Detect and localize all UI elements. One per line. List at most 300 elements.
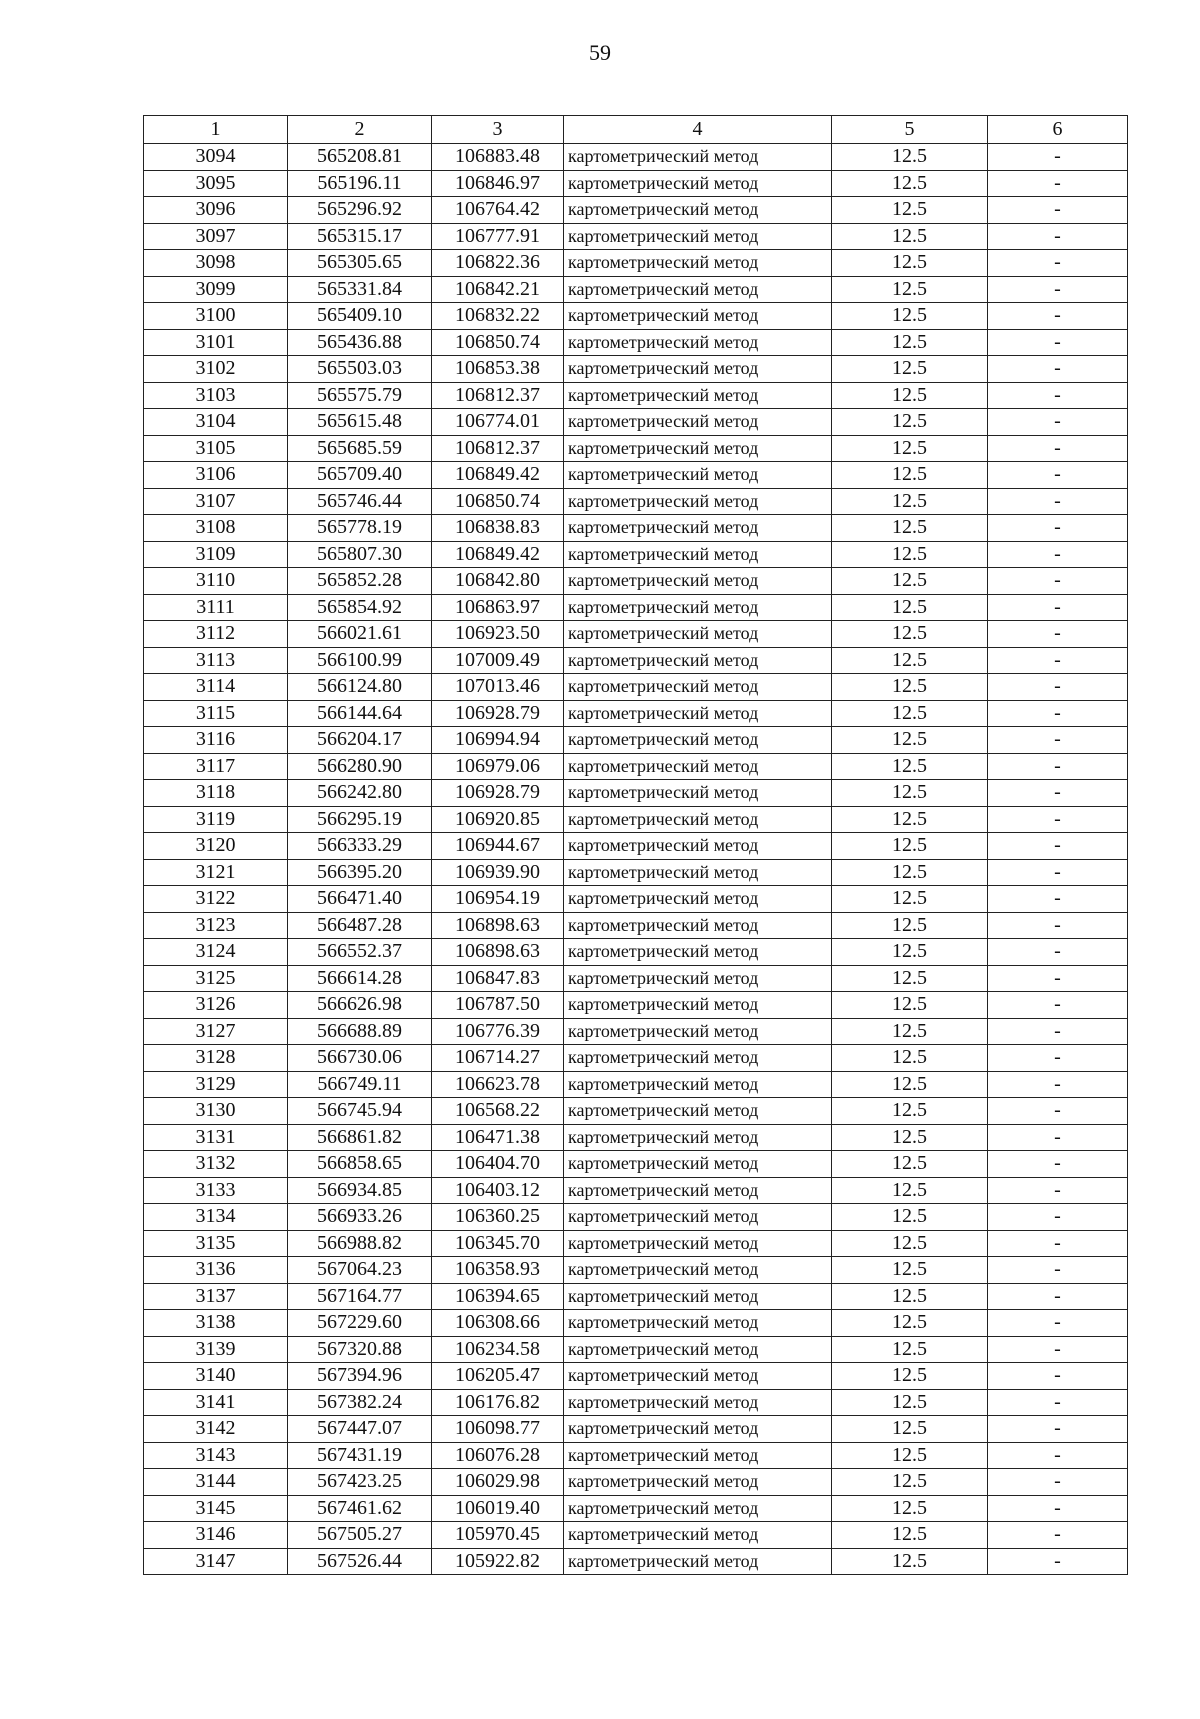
accuracy-cell: 12.5: [832, 223, 988, 250]
x-coordinate-cell: 567447.07: [288, 1416, 432, 1443]
table-row: [144, 1151, 1128, 1178]
x-coordinate-cell: 566471.40: [288, 886, 432, 913]
y-coordinate-cell: 106832.22: [432, 303, 564, 330]
x-coordinate-cell: 565746.44: [288, 488, 432, 515]
x-coordinate-cell: 566626.98: [288, 992, 432, 1019]
x-coordinate-cell: 565315.17: [288, 223, 432, 250]
note-cell: -: [988, 833, 1128, 860]
point-number-cell: 3135: [144, 1230, 288, 1257]
table-row: [144, 859, 1128, 886]
table-row: [144, 992, 1128, 1019]
table-row: [144, 144, 1128, 171]
point-number-cell: 3129: [144, 1071, 288, 1098]
column-header: 4: [564, 116, 832, 144]
x-coordinate-cell: 565854.92: [288, 594, 432, 621]
x-coordinate-cell: 565296.92: [288, 197, 432, 224]
y-coordinate-cell: 106714.27: [432, 1045, 564, 1072]
method-cell: картометрический метод: [564, 1310, 832, 1337]
accuracy-cell: 12.5: [832, 753, 988, 780]
accuracy-cell: 12.5: [832, 435, 988, 462]
accuracy-cell: 12.5: [832, 833, 988, 860]
table-row: [144, 1442, 1128, 1469]
point-number-cell: 3112: [144, 621, 288, 648]
x-coordinate-cell: 567394.96: [288, 1363, 432, 1390]
table-row: [144, 1204, 1128, 1231]
point-number-cell: 3106: [144, 462, 288, 489]
note-cell: -: [988, 1151, 1128, 1178]
y-coordinate-cell: 106774.01: [432, 409, 564, 436]
y-coordinate-cell: 106849.42: [432, 541, 564, 568]
x-coordinate-cell: 567320.88: [288, 1336, 432, 1363]
method-cell: картометрический метод: [564, 647, 832, 674]
x-coordinate-cell: 567505.27: [288, 1522, 432, 1549]
accuracy-cell: 12.5: [832, 250, 988, 277]
note-cell: -: [988, 647, 1128, 674]
method-cell: картометрический метод: [564, 1045, 832, 1072]
method-cell: картометрический метод: [564, 939, 832, 966]
y-coordinate-cell: 106923.50: [432, 621, 564, 648]
accuracy-cell: 12.5: [832, 621, 988, 648]
y-coordinate-cell: 106764.42: [432, 197, 564, 224]
note-cell: -: [988, 1336, 1128, 1363]
note-cell: -: [988, 1389, 1128, 1416]
table-row: [144, 462, 1128, 489]
x-coordinate-cell: 567526.44: [288, 1548, 432, 1575]
y-coordinate-cell: 106568.22: [432, 1098, 564, 1125]
accuracy-cell: 12.5: [832, 1548, 988, 1575]
accuracy-cell: 12.5: [832, 912, 988, 939]
accuracy-cell: 12.5: [832, 170, 988, 197]
y-coordinate-cell: 106358.93: [432, 1257, 564, 1284]
table-row: [144, 1310, 1128, 1337]
note-cell: -: [988, 1522, 1128, 1549]
y-coordinate-cell: 106623.78: [432, 1071, 564, 1098]
table-row: [144, 515, 1128, 542]
accuracy-cell: 12.5: [832, 806, 988, 833]
method-cell: картометрический метод: [564, 435, 832, 462]
method-cell: картометрический метод: [564, 541, 832, 568]
point-number-cell: 3145: [144, 1495, 288, 1522]
note-cell: -: [988, 1177, 1128, 1204]
table-header-row: [144, 116, 1128, 144]
point-number-cell: 3128: [144, 1045, 288, 1072]
point-number-cell: 3095: [144, 170, 288, 197]
column-header: 2: [288, 116, 432, 144]
table-row: [144, 806, 1128, 833]
note-cell: -: [988, 303, 1128, 330]
x-coordinate-cell: 566745.94: [288, 1098, 432, 1125]
note-cell: -: [988, 594, 1128, 621]
y-coordinate-cell: 105970.45: [432, 1522, 564, 1549]
accuracy-cell: 12.5: [832, 276, 988, 303]
accuracy-cell: 12.5: [832, 1336, 988, 1363]
method-cell: картометрический метод: [564, 621, 832, 648]
point-number-cell: 3099: [144, 276, 288, 303]
x-coordinate-cell: 566333.29: [288, 833, 432, 860]
method-cell: картометрический метод: [564, 912, 832, 939]
note-cell: -: [988, 939, 1128, 966]
accuracy-cell: 12.5: [832, 992, 988, 1019]
table-row: [144, 541, 1128, 568]
accuracy-cell: 12.5: [832, 1071, 988, 1098]
method-cell: картометрический метод: [564, 1230, 832, 1257]
point-number-cell: 3125: [144, 965, 288, 992]
x-coordinate-cell: 566295.19: [288, 806, 432, 833]
accuracy-cell: 12.5: [832, 488, 988, 515]
y-coordinate-cell: 106777.91: [432, 223, 564, 250]
method-cell: картометрический метод: [564, 886, 832, 913]
y-coordinate-cell: 106308.66: [432, 1310, 564, 1337]
method-cell: картометрический метод: [564, 488, 832, 515]
note-cell: -: [988, 1548, 1128, 1575]
y-coordinate-cell: 106842.80: [432, 568, 564, 595]
accuracy-cell: 12.5: [832, 1389, 988, 1416]
method-cell: картометрический метод: [564, 674, 832, 701]
accuracy-cell: 12.5: [832, 1495, 988, 1522]
x-coordinate-cell: 566021.61: [288, 621, 432, 648]
note-cell: -: [988, 621, 1128, 648]
table-row: [144, 382, 1128, 409]
accuracy-cell: 12.5: [832, 409, 988, 436]
point-number-cell: 3104: [144, 409, 288, 436]
point-number-cell: 3103: [144, 382, 288, 409]
note-cell: -: [988, 1124, 1128, 1151]
point-number-cell: 3133: [144, 1177, 288, 1204]
method-cell: картометрический метод: [564, 833, 832, 860]
point-number-cell: 3123: [144, 912, 288, 939]
method-cell: картометрический метод: [564, 992, 832, 1019]
table-row: [144, 1071, 1128, 1098]
table-row: [144, 1389, 1128, 1416]
table-row: [144, 674, 1128, 701]
method-cell: картометрический метод: [564, 250, 832, 277]
x-coordinate-cell: 566204.17: [288, 727, 432, 754]
accuracy-cell: 12.5: [832, 1230, 988, 1257]
y-coordinate-cell: 106787.50: [432, 992, 564, 1019]
page-number: 59: [589, 40, 611, 65]
note-cell: -: [988, 1204, 1128, 1231]
accuracy-cell: 12.5: [832, 382, 988, 409]
point-number-cell: 3126: [144, 992, 288, 1019]
point-number-cell: 3102: [144, 356, 288, 383]
accuracy-cell: 12.5: [832, 1522, 988, 1549]
accuracy-cell: 12.5: [832, 1283, 988, 1310]
method-cell: картометрический метод: [564, 170, 832, 197]
x-coordinate-cell: 566144.64: [288, 700, 432, 727]
method-cell: картометрический метод: [564, 1389, 832, 1416]
y-coordinate-cell: 106850.74: [432, 329, 564, 356]
point-number-cell: 3110: [144, 568, 288, 595]
accuracy-cell: 12.5: [832, 541, 988, 568]
table-row: [144, 250, 1128, 277]
table-row: [144, 700, 1128, 727]
table-row: [144, 1098, 1128, 1125]
y-coordinate-cell: 106403.12: [432, 1177, 564, 1204]
accuracy-cell: 12.5: [832, 1442, 988, 1469]
x-coordinate-cell: 566124.80: [288, 674, 432, 701]
accuracy-cell: 12.5: [832, 1124, 988, 1151]
note-cell: -: [988, 1495, 1128, 1522]
y-coordinate-cell: 107013.46: [432, 674, 564, 701]
x-coordinate-cell: 565615.48: [288, 409, 432, 436]
point-number-cell: 3124: [144, 939, 288, 966]
x-coordinate-cell: 566688.89: [288, 1018, 432, 1045]
note-cell: -: [988, 1098, 1128, 1125]
note-cell: -: [988, 674, 1128, 701]
x-coordinate-cell: 566933.26: [288, 1204, 432, 1231]
accuracy-cell: 12.5: [832, 965, 988, 992]
x-coordinate-cell: 567461.62: [288, 1495, 432, 1522]
table-row: [144, 409, 1128, 436]
method-cell: картометрический метод: [564, 276, 832, 303]
method-cell: картометрический метод: [564, 409, 832, 436]
y-coordinate-cell: 106822.36: [432, 250, 564, 277]
coordinates-table: [143, 115, 1128, 1575]
point-number-cell: 3143: [144, 1442, 288, 1469]
point-number-cell: 3144: [144, 1469, 288, 1496]
column-header: 1: [144, 116, 288, 144]
table-row: [144, 276, 1128, 303]
table-body: [144, 144, 1128, 1575]
column-header: 5: [832, 116, 988, 144]
table-row: [144, 1257, 1128, 1284]
note-cell: -: [988, 753, 1128, 780]
note-cell: -: [988, 1045, 1128, 1072]
table-row: [144, 965, 1128, 992]
x-coordinate-cell: 566730.06: [288, 1045, 432, 1072]
x-coordinate-cell: 566988.82: [288, 1230, 432, 1257]
accuracy-cell: 12.5: [832, 939, 988, 966]
method-cell: картометрический метод: [564, 700, 832, 727]
accuracy-cell: 12.5: [832, 462, 988, 489]
note-cell: -: [988, 1283, 1128, 1310]
y-coordinate-cell: 106846.97: [432, 170, 564, 197]
table-row: [144, 1495, 1128, 1522]
y-coordinate-cell: 106471.38: [432, 1124, 564, 1151]
point-number-cell: 3141: [144, 1389, 288, 1416]
method-cell: картометрический метод: [564, 1442, 832, 1469]
accuracy-cell: 12.5: [832, 515, 988, 542]
table-row: [144, 780, 1128, 807]
table-row: [144, 1548, 1128, 1575]
method-cell: картометрический метод: [564, 806, 832, 833]
table-row: [144, 939, 1128, 966]
note-cell: -: [988, 197, 1128, 224]
table-row: [144, 1363, 1128, 1390]
table-row: [144, 1124, 1128, 1151]
x-coordinate-cell: 567382.24: [288, 1389, 432, 1416]
point-number-cell: 3138: [144, 1310, 288, 1337]
table-row: [144, 303, 1128, 330]
accuracy-cell: 12.5: [832, 1151, 988, 1178]
y-coordinate-cell: 106979.06: [432, 753, 564, 780]
method-cell: картометрический метод: [564, 462, 832, 489]
note-cell: -: [988, 727, 1128, 754]
method-cell: картометрический метод: [564, 303, 832, 330]
point-number-cell: 3116: [144, 727, 288, 754]
method-cell: картометрический метод: [564, 1204, 832, 1231]
table-row: [144, 223, 1128, 250]
note-cell: -: [988, 1310, 1128, 1337]
y-coordinate-cell: 106842.21: [432, 276, 564, 303]
note-cell: -: [988, 806, 1128, 833]
x-coordinate-cell: 567164.77: [288, 1283, 432, 1310]
method-cell: картометрический метод: [564, 223, 832, 250]
y-coordinate-cell: 106098.77: [432, 1416, 564, 1443]
note-cell: -: [988, 250, 1128, 277]
point-number-cell: 3119: [144, 806, 288, 833]
point-number-cell: 3094: [144, 144, 288, 171]
y-coordinate-cell: 106939.90: [432, 859, 564, 886]
table-row: [144, 1416, 1128, 1443]
y-coordinate-cell: 106853.38: [432, 356, 564, 383]
y-coordinate-cell: 106898.63: [432, 939, 564, 966]
method-cell: картометрический метод: [564, 1151, 832, 1178]
x-coordinate-cell: 566100.99: [288, 647, 432, 674]
y-coordinate-cell: 106838.83: [432, 515, 564, 542]
x-coordinate-cell: 566934.85: [288, 1177, 432, 1204]
x-coordinate-cell: 565409.10: [288, 303, 432, 330]
x-coordinate-cell: 565208.81: [288, 144, 432, 171]
table-row: [144, 568, 1128, 595]
accuracy-cell: 12.5: [832, 1177, 988, 1204]
point-number-cell: 3098: [144, 250, 288, 277]
method-cell: картометрический метод: [564, 1071, 832, 1098]
table-row: [144, 727, 1128, 754]
x-coordinate-cell: 566858.65: [288, 1151, 432, 1178]
method-cell: картометрический метод: [564, 780, 832, 807]
x-coordinate-cell: 566487.28: [288, 912, 432, 939]
y-coordinate-cell: 106850.74: [432, 488, 564, 515]
y-coordinate-cell: 106029.98: [432, 1469, 564, 1496]
accuracy-cell: 12.5: [832, 647, 988, 674]
table-row: [144, 197, 1128, 224]
point-number-cell: 3107: [144, 488, 288, 515]
point-number-cell: 3118: [144, 780, 288, 807]
point-number-cell: 3136: [144, 1257, 288, 1284]
note-cell: -: [988, 409, 1128, 436]
x-coordinate-cell: 566552.37: [288, 939, 432, 966]
method-cell: картометрический метод: [564, 1283, 832, 1310]
table-row: [144, 488, 1128, 515]
point-number-cell: 3147: [144, 1548, 288, 1575]
accuracy-cell: 12.5: [832, 859, 988, 886]
accuracy-cell: 12.5: [832, 303, 988, 330]
point-number-cell: 3139: [144, 1336, 288, 1363]
accuracy-cell: 12.5: [832, 1204, 988, 1231]
note-cell: -: [988, 1363, 1128, 1390]
y-coordinate-cell: 106076.28: [432, 1442, 564, 1469]
point-number-cell: 3096: [144, 197, 288, 224]
x-coordinate-cell: 566861.82: [288, 1124, 432, 1151]
method-cell: картометрический метод: [564, 1124, 832, 1151]
x-coordinate-cell: 565807.30: [288, 541, 432, 568]
point-number-cell: 3137: [144, 1283, 288, 1310]
accuracy-cell: 12.5: [832, 1416, 988, 1443]
point-number-cell: 3117: [144, 753, 288, 780]
point-number-cell: 3114: [144, 674, 288, 701]
method-cell: картометрический метод: [564, 1257, 832, 1284]
accuracy-cell: 12.5: [832, 1045, 988, 1072]
method-cell: картометрический метод: [564, 1495, 832, 1522]
point-number-cell: 3101: [144, 329, 288, 356]
y-coordinate-cell: 106812.37: [432, 382, 564, 409]
note-cell: -: [988, 488, 1128, 515]
accuracy-cell: 12.5: [832, 356, 988, 383]
note-cell: -: [988, 329, 1128, 356]
method-cell: картометрический метод: [564, 356, 832, 383]
accuracy-cell: 12.5: [832, 144, 988, 171]
table-row: [144, 1230, 1128, 1257]
x-coordinate-cell: 565305.65: [288, 250, 432, 277]
y-coordinate-cell: 106928.79: [432, 780, 564, 807]
y-coordinate-cell: 106205.47: [432, 1363, 564, 1390]
note-cell: -: [988, 170, 1128, 197]
point-number-cell: 3127: [144, 1018, 288, 1045]
method-cell: картометрический метод: [564, 1469, 832, 1496]
note-cell: -: [988, 886, 1128, 913]
x-coordinate-cell: 566614.28: [288, 965, 432, 992]
point-number-cell: 3134: [144, 1204, 288, 1231]
table-row: [144, 621, 1128, 648]
accuracy-cell: 12.5: [832, 727, 988, 754]
table-row: [144, 435, 1128, 462]
accuracy-cell: 12.5: [832, 1098, 988, 1125]
note-cell: -: [988, 144, 1128, 171]
point-number-cell: 3121: [144, 859, 288, 886]
x-coordinate-cell: 565436.88: [288, 329, 432, 356]
note-cell: -: [988, 1416, 1128, 1443]
table-row: [144, 1045, 1128, 1072]
point-number-cell: 3100: [144, 303, 288, 330]
x-coordinate-cell: 565196.11: [288, 170, 432, 197]
method-cell: картометрический метод: [564, 1098, 832, 1125]
table-row: [144, 833, 1128, 860]
point-number-cell: 3122: [144, 886, 288, 913]
table-row: [144, 1177, 1128, 1204]
table-row: [144, 1469, 1128, 1496]
x-coordinate-cell: 567064.23: [288, 1257, 432, 1284]
point-number-cell: 3140: [144, 1363, 288, 1390]
note-cell: -: [988, 1018, 1128, 1045]
table-row: [144, 594, 1128, 621]
note-cell: -: [988, 992, 1128, 1019]
point-number-cell: 3120: [144, 833, 288, 860]
point-number-cell: 3105: [144, 435, 288, 462]
y-coordinate-cell: 106954.19: [432, 886, 564, 913]
note-cell: -: [988, 1469, 1128, 1496]
note-cell: -: [988, 859, 1128, 886]
y-coordinate-cell: 106812.37: [432, 435, 564, 462]
y-coordinate-cell: 106404.70: [432, 1151, 564, 1178]
method-cell: картометрический метод: [564, 859, 832, 886]
method-cell: картометрический метод: [564, 727, 832, 754]
note-cell: -: [988, 1257, 1128, 1284]
y-coordinate-cell: 106928.79: [432, 700, 564, 727]
y-coordinate-cell: 106176.82: [432, 1389, 564, 1416]
note-cell: -: [988, 382, 1128, 409]
table-row: [144, 886, 1128, 913]
x-coordinate-cell: 567423.25: [288, 1469, 432, 1496]
accuracy-cell: 12.5: [832, 674, 988, 701]
table-row: [144, 912, 1128, 939]
x-coordinate-cell: 566395.20: [288, 859, 432, 886]
x-coordinate-cell: 565852.28: [288, 568, 432, 595]
x-coordinate-cell: 565331.84: [288, 276, 432, 303]
note-cell: -: [988, 276, 1128, 303]
method-cell: картометрический метод: [564, 1416, 832, 1443]
method-cell: картометрический метод: [564, 1548, 832, 1575]
